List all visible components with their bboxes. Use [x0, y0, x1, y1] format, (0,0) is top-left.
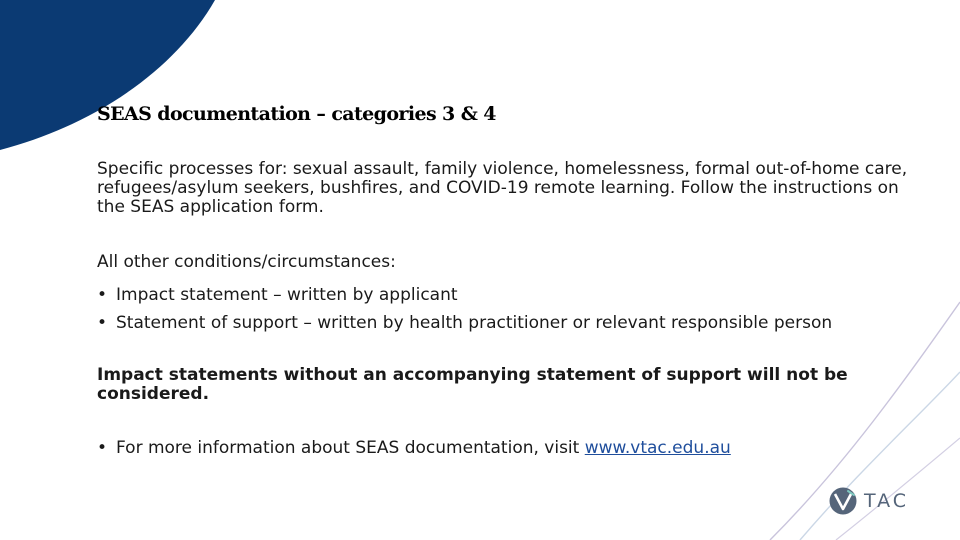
bullet-statement-of-support [97, 309, 832, 337]
vtac-logo [828, 486, 909, 516]
statement-bullet-list [97, 281, 832, 337]
bullet-text: Impact statement – written by applicant [116, 285, 458, 305]
slide-title: SEAS documentation – categories 3 & 4 [97, 103, 496, 125]
more-info-text: For more information about SEAS documentation, visit [116, 438, 585, 458]
bullet-impact-statement [97, 281, 832, 309]
more-info-bullet [97, 437, 731, 459]
vtac-logo-text: TAC [864, 490, 910, 512]
bullet-dot: • [97, 313, 108, 333]
specific-processes-paragraph: Specific processes for: sexual assault, family violence, homelessness, formal out-of-home care, refugees/asylum seekers, bushfires, and COVID-19 remote learning. Follow the instructions on the SEAS application form. [97, 159, 908, 217]
vtac-website-link[interactable]: www.vtac.edu.au [584, 438, 731, 458]
bullet-text: Statement of support – written by health practitioner or relevant responsible person [116, 313, 833, 333]
bullet-dot: • [97, 438, 108, 458]
other-conditions-heading: All other conditions/circumstances: [97, 252, 396, 272]
impact-statement-warning: Impact statements without an accompanying statement of support will not be considered. [97, 365, 848, 404]
bullet-dot: • [97, 285, 108, 305]
vtac-logo-icon [828, 486, 858, 516]
